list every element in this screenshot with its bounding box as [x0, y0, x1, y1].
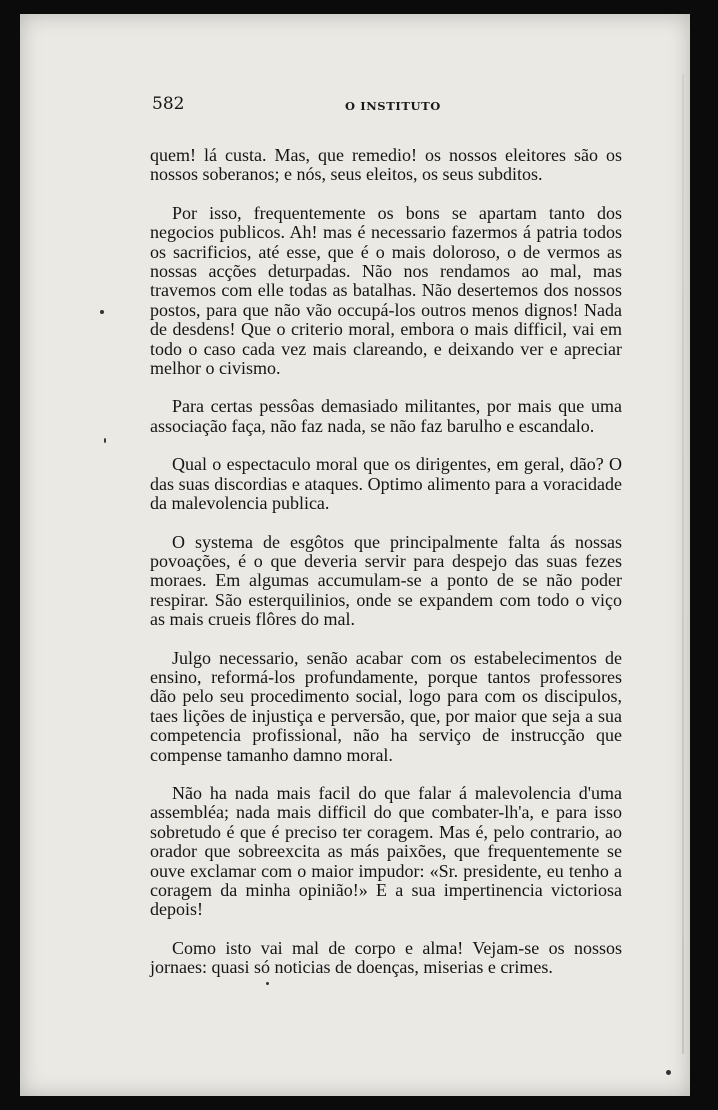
paragraph-3: Para certas pessôas demasiado militantes, por mais que uma associação faça, não faz nada, se não faz barulho e escandalo.: [150, 396, 622, 436]
paragraph-8: Como isto vai mal de corpo e alma! Vejam-se os nossos jornaes: quasi só noticias de doenças, miserias e crimes.: [150, 937, 622, 978]
paragraph-1: quem! lá custa. Mas, que remedio! os nossos eleitores são os nossos soberanos; e nós, seus eleitos, os seus subditos.: [150, 145, 622, 185]
book-page: [20, 14, 690, 1096]
paragraph-6: Julgo necessario, senão acabar com os estabelecimentos de ensino, reformá-los profundamente, porque tantos professores dão pelo seu procedimento social, logo para com os discipulos, taes lições de injustiça e perversão, que, por maior que seja a sua competencia profissional, não ha serviço de instrucção que compense tamanho damno moral.: [150, 647, 622, 765]
page-number: 582: [152, 94, 185, 114]
paragraph-2: Por isso, frequentemente os bons se apartam tanto dos negocios publicos. Ah! mas é necessario fazermos á patria todos os sacrificios, até esse, que é o mais doloroso, o de vermos as nossas acções deturpadas. Não nos rendamos ao mal, mas travemos com elle todas as batalhas. Não desertemos dos nossos postos, para que não vão occupá-los outros menos dignos! Nada de desdens! Que o criterio moral, embora o mais difficil, vai em todo o caso cada vez mais clareando, e deixando ver e apreciar melhor o civismo.: [150, 202, 622, 379]
page-edge-shadow: [682, 74, 684, 1054]
ink-speck: [104, 438, 106, 443]
paragraph-7: Não ha nada mais facil do que falar á malevolencia d'uma assembléa; nada mais difficil do que combater-lh'a, e para isso sobretudo é que é preciso ter coragem. Mas é, pelo contrario, ao orador que sobreexcita as más paixões, que frequentemente se ouve exclamar com o maior impudor: «Sr. presidente, eu tenho a coragem da minha opinião!» E a sua impertinencia victoriosa depois!: [150, 782, 622, 920]
running-title: O INSTITUTO: [345, 99, 441, 113]
ink-speck: [100, 310, 104, 314]
paragraph-5: O systema de esgôtos que principalmente falta ás nossas povoações, é o que deveria servir para despejo das suas fezes moraes. Em algumas accumulam-se a ponto de se não poder respirar. São esterquilinios, onde se expandem com todo o viço as mais crueis flôres do mal.: [150, 531, 622, 630]
ink-speck: [666, 1070, 671, 1075]
page-header: [150, 94, 620, 120]
ink-speck: [266, 982, 269, 985]
paragraph-4: Qual o espectaculo moral que os dirigentes, em geral, dão? O das suas discordias e ataques. Optimo alimento para a voracidade da malevolencia publica.: [150, 454, 622, 514]
body-text: [150, 146, 622, 997]
